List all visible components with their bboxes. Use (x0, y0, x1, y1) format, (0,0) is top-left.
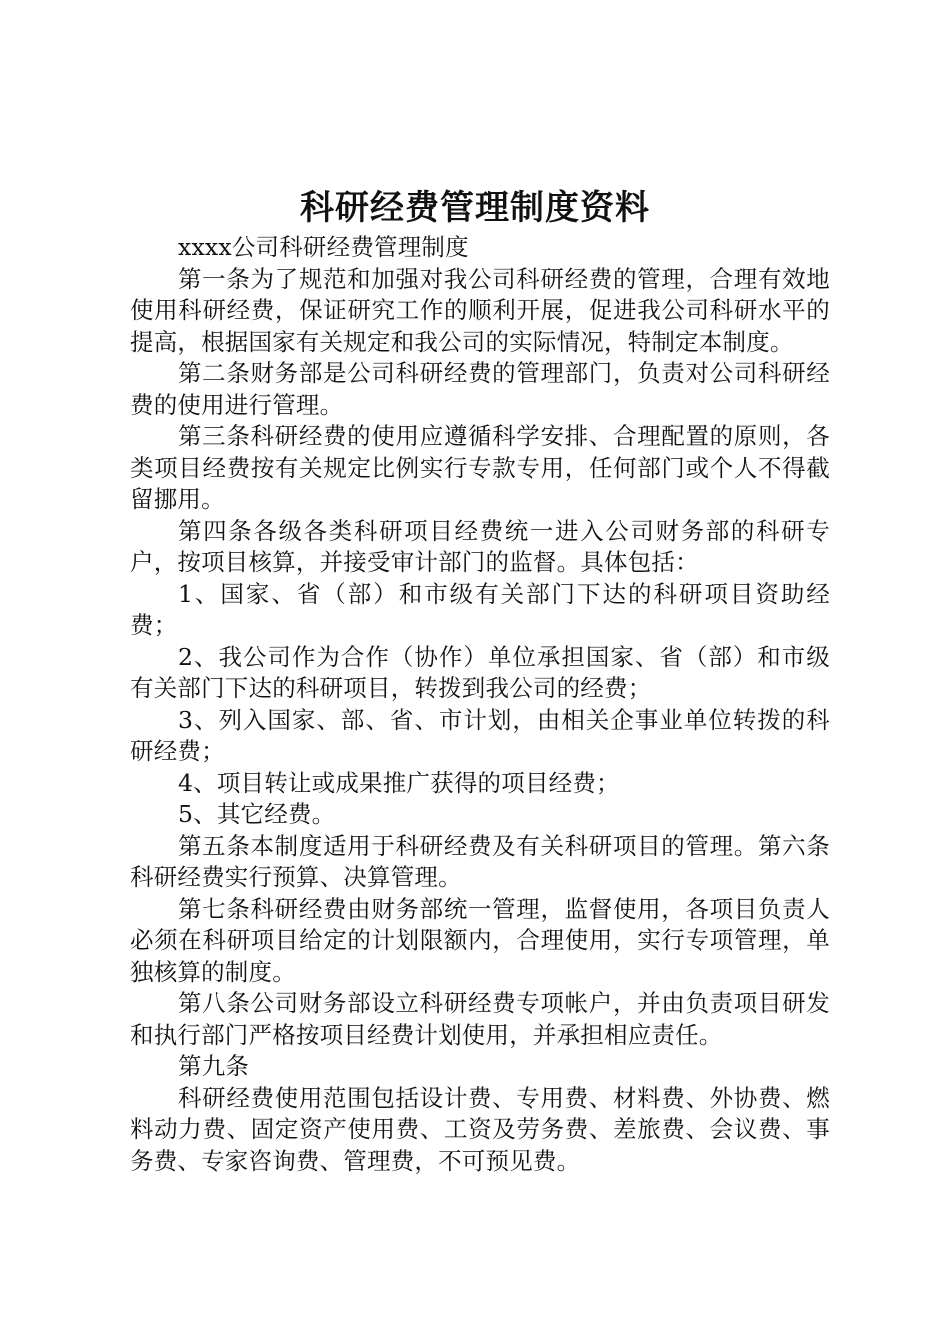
list-item-1: 1、国家、省（部）和市级有关部门下达的科研项目资助经费； (130, 579, 830, 639)
article-5-6: 第五条本制度适用于科研经费及有关科研项目的管理。第六条科研经费实行预算、决算管理。 (130, 831, 830, 891)
document-body (130, 232, 830, 1177)
company-heading: xxxx公司科研经费管理制度 (178, 233, 469, 261)
list-item-4: 4、项目转让或成果推广获得的项目经费； (178, 768, 620, 797)
article-9-heading: 第九条 (178, 1052, 250, 1080)
article-3: 第三条科研经费的使用应遵循科学安排、合理配置的原则，各类项目经费按有关规定比例实行专款专用，任何部门或个人不得截留挪用。 (130, 422, 830, 513)
article-9-body: 科研经费使用范围包括设计费、专用费、材料费、外协费、燃料动力费、固定资产使用费、工资及劳务费、差旅费、会议费、事务费、专家咨询费、管理费，不可预见费。 (130, 1083, 830, 1175)
document-title: 科研经费管理制度资料 (300, 188, 650, 228)
article-8: 第八条公司财务部设立科研经费专项帐户，并由负责项目研发和执行部门严格按项目经费计划使用，并承担相应责任。 (130, 989, 830, 1049)
list-item-3: 3、列入国家、部、省、市计划，由相关企事业单位转拨的科研经费； (130, 705, 830, 765)
article-4: 第四条各级各类科研项目经费统一进入公司财务部的科研专户，按项目核算，并接受审计部门的监督。具体包括： (130, 516, 830, 576)
article-1: 第一条为了规范和加强对我公司科研经费的管理，合理有效地使用科研经费，保证研究工作的顺利开展，促进我公司科研水平的提高，根据国家有关规定和我公司的实际情况，特制定本制度。 (130, 264, 830, 356)
article-2: 第二条财务部是公司科研经费的管理部门，负责对公司科研经费的使用进行管理。 (130, 359, 830, 419)
list-item-5: 5、其它经费。 (178, 800, 336, 828)
article-7: 第七条科研经费由财务部统一管理，监督使用，各项目负责人必须在科研项目给定的计划限额内，合理使用，实行专项管理，单独核算的制度。 (130, 894, 830, 986)
list-item-2: 2、我公司作为合作（协作）单位承担国家、省（部）和市级有关部门下达的科研项目，转拨到我公司的经费； (130, 642, 830, 702)
